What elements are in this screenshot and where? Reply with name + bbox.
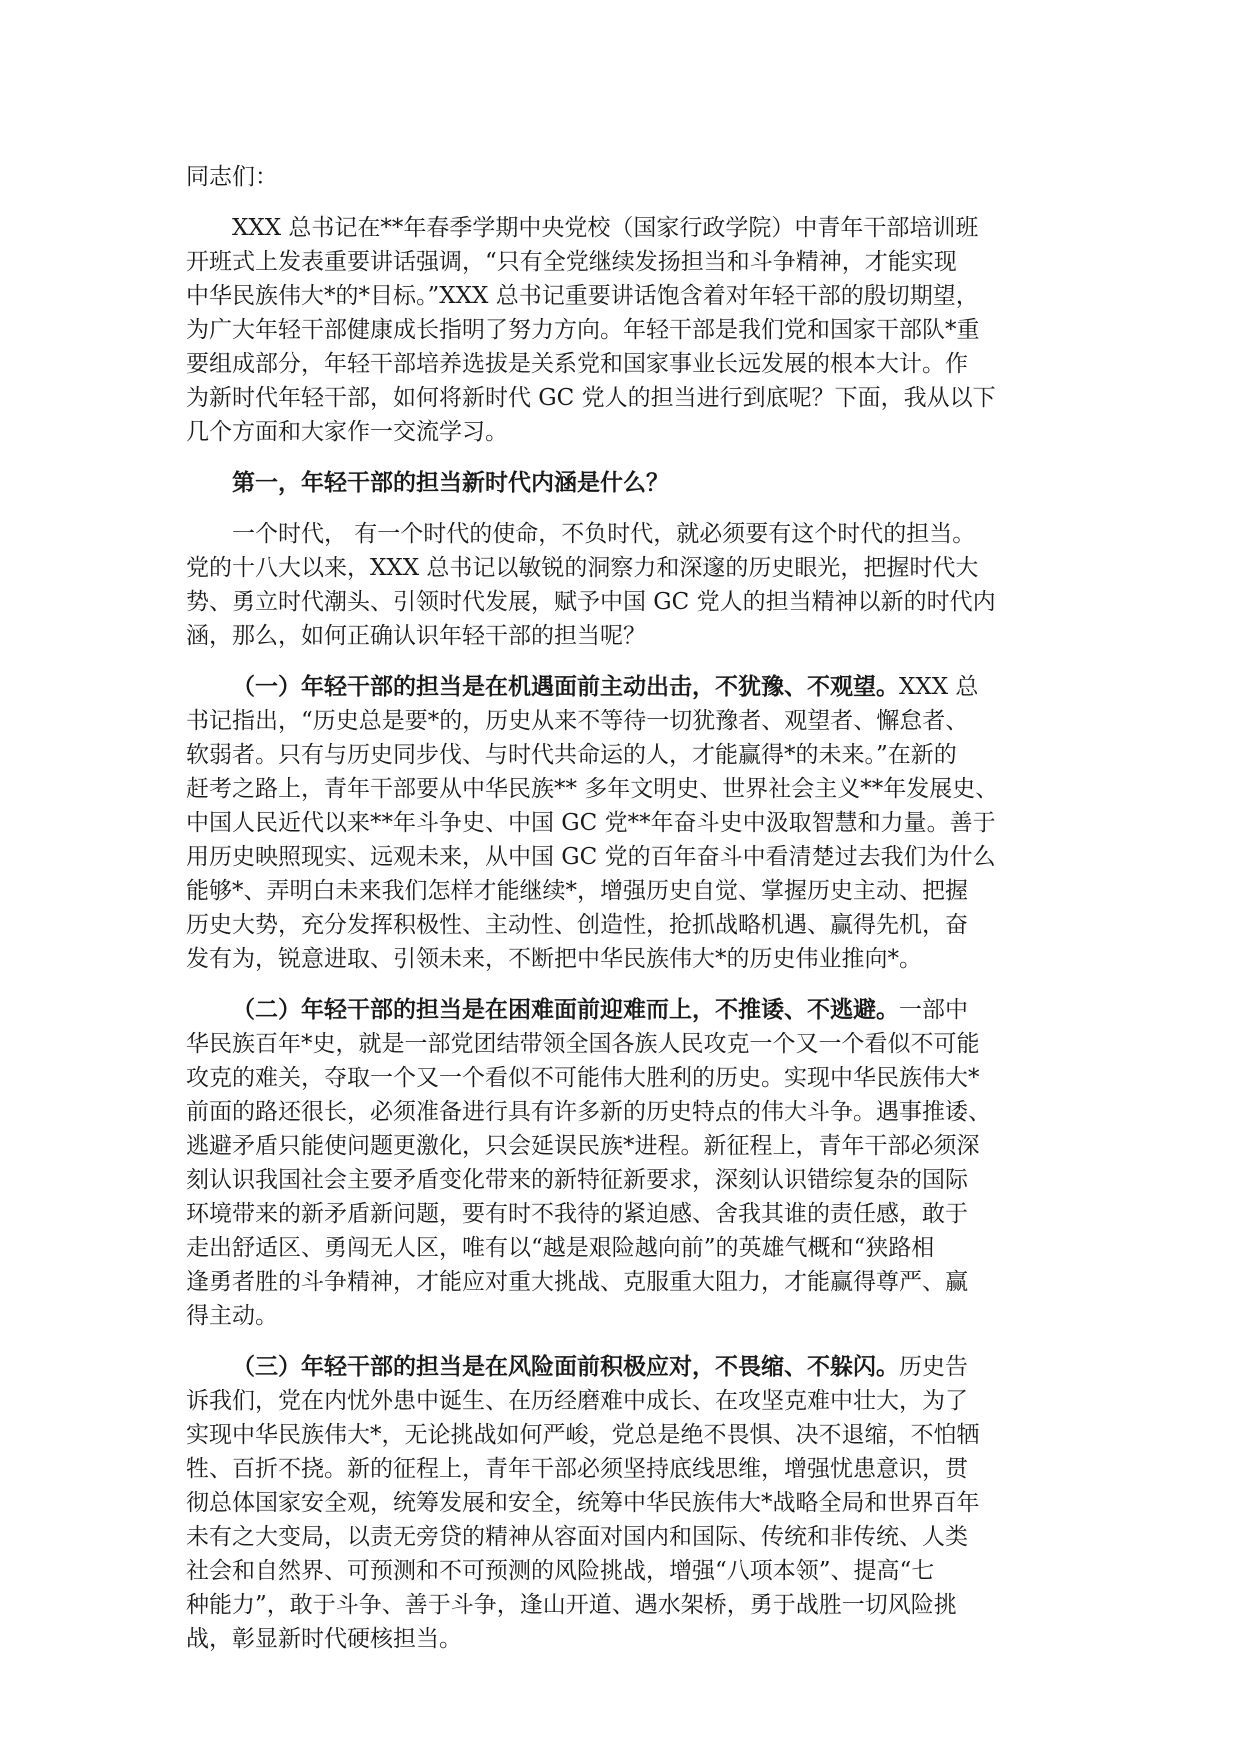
text-line: 攻克的难关，夺取一个又一个看似不可能伟大胜利的历史。实现中华民族伟大* [186, 1065, 980, 1091]
subsection-lead-text: 一部中 [899, 997, 968, 1023]
text-line: 彻总体国家安全观，统筹发展和安全，统筹中华民族伟大*战略全局和世界百年 [186, 1490, 980, 1516]
text-line: XXX 总书记在**年春季学期中央党校（国家行政学院）中青年干部培训班 [232, 215, 979, 241]
text-line: 刻认识我国社会主要矛盾变化带来的新特征新要求，深刻认识错综复杂的国际 [186, 1167, 968, 1193]
text-line: 华民族百年*史，就是一部党团结带领全国各族人民攻克一个又一个看似不可能 [186, 1031, 980, 1057]
text-line: 势、勇立时代潮头、引领时代发展，赋予中国 GC 党人的担当精神以新的时代内 [186, 589, 996, 615]
text-line: 未有之大变局，以责无旁贷的精神从容面对国内和国际、传统和非传统、人类 [186, 1524, 968, 1550]
text-line: 一个时代， 有一个时代的使命，不负时代，就必须要有这个时代的担当。 [232, 521, 976, 547]
text-line: 中华民族伟大*的*目标。”XXX 总书记重要讲话饱含着对年轻干部的殷切期望， [186, 283, 979, 309]
text-line: 牲、百折不挠。新的征程上，青年干部必须坚持底线思维，增强忧患意识，贯 [186, 1456, 968, 1482]
text-line: 战，彰显新时代硬核担当。 [186, 1626, 462, 1652]
subsection-lead-text: 历史告 [899, 1354, 968, 1380]
text-line [186, 993, 1062, 1027]
text-line: 前面的路还很长，必须准备进行具有许多新的历史特点的伟大斗争。遇事推诿、 [186, 1099, 991, 1125]
text-line: 发有为，锐意进取、引领未来，不断把中华民族伟大*的历史伟业推向*。 [186, 946, 922, 972]
subsection-title: （三）年轻干部的担当是在风险面前积极应对，不畏缩、不躲闪。 [232, 1353, 899, 1380]
text-line: 历史大势，充分发挥积极性、主动性、创造性，抢抓战略机遇、赢得先机，奋 [186, 912, 968, 938]
text-line: 为新时代年轻干部，如何将新时代 GC 党人的担当进行到底呢？下面，我从以下 [186, 385, 996, 411]
text-line: 环境带来的新矛盾新问题，要有时不我待的紧迫感、舍我其谁的责任感，敢于 [186, 1201, 968, 1227]
context-paragraph [186, 517, 1062, 653]
text-line: 得主动。 [186, 1303, 278, 1329]
text-line: 软弱者。只有与历史同步伐、与时代共命运的人，才能赢得*的未来。”在新的 [186, 742, 957, 768]
text-line: 诉我们，党在内忧外患中诞生、在历经磨难中成长、在攻坚克难中壮大，为了 [186, 1388, 968, 1414]
text-line: 为广大年轻干部健康成长指明了努力方向。年轻干部是我们党和国家干部队*重 [186, 317, 980, 343]
text-line: 党的十八大以来，XXX 总书记以敏锐的洞察力和深邃的历史眼光，把握时代大 [186, 555, 979, 581]
subsection-1 [186, 670, 1062, 976]
text-line: 几个方面和大家作一交流学习。 [186, 419, 508, 445]
subsection-lead-text: XXX 总 [899, 674, 979, 700]
text-line: 中国人民近代以来**年斗争史、中国 GC 党**年奋斗史中汲取智慧和力量。善于 [186, 810, 996, 836]
subsection-2 [186, 993, 1062, 1333]
salutation-paragraph [186, 160, 1062, 194]
salutation: 同志们： [186, 164, 278, 190]
text-line: 社会和自然界、可预测和不可预测的风险挑战，增强“八项本领”、提高“七 [186, 1558, 935, 1584]
text-line: 种能力”，敢于斗争、善于斗争，逢山开道、遇水架桥，勇于战胜一切风险挑 [186, 1592, 957, 1618]
subsection-title: （一）年轻干部的担当是在机遇面前主动出击，不犹豫、不观望。 [232, 673, 899, 700]
text-line: 走出舒适区、勇闯无人区，唯有以“越是艰险越向前”的英雄气概和“狭路相 [186, 1235, 935, 1261]
text-line: 涵，那么，如何正确认识年轻干部的担当呢？ [186, 623, 646, 649]
text-line: 书记指出，“历史总是要*的，历史从来不等待一切犹豫者、观望者、懈怠者、 [186, 708, 969, 734]
text-line: 实现中华民族伟大*，无论挑战如何严峻，党总是绝不畏惧、决不退缩，不怕牺 [186, 1422, 980, 1448]
text-line: 开班式上发表重要讲话强调，“只有全党继续发扬担当和斗争精神，才能实现 [186, 249, 957, 275]
section-heading: 第一，年轻干部的担当新时代内涵是什么？ [232, 469, 669, 496]
text-line: 逃避矛盾只能使问题更激化，只会延误民族*进程。新征程上，青年干部必须深 [186, 1133, 980, 1159]
text-line: 逢勇者胜的斗争精神，才能应对重大挑战、克服重大阻力，才能赢得尊严、赢 [186, 1269, 968, 1295]
intro-paragraph [186, 211, 1062, 449]
text-line: 要组成部分，年轻干部培养选拔是关系党和国家事业长远发展的根本大计。作 [186, 351, 968, 377]
document-page [186, 160, 1062, 1656]
text-line [186, 670, 1062, 704]
heading-paragraph [186, 466, 1062, 500]
text-line [186, 1350, 1062, 1384]
text-line: 能够*、弄明白未来我们怎样才能继续*，增强历史自觉、掌握历史主动、把握 [186, 878, 968, 904]
text-line: 用历史映照现实、远观未来，从中国 GC 党的百年奋斗中看清楚过去我们为什么 [186, 844, 996, 870]
subsection-title: （二）年轻干部的担当是在困难面前迎难而上，不推诿、不逃避。 [232, 996, 899, 1023]
subsection-3 [186, 1350, 1062, 1656]
text-line: 赶考之路上，青年干部要从中华民族** 多年文明史、世界社会主义**年发展史、 [186, 776, 999, 802]
